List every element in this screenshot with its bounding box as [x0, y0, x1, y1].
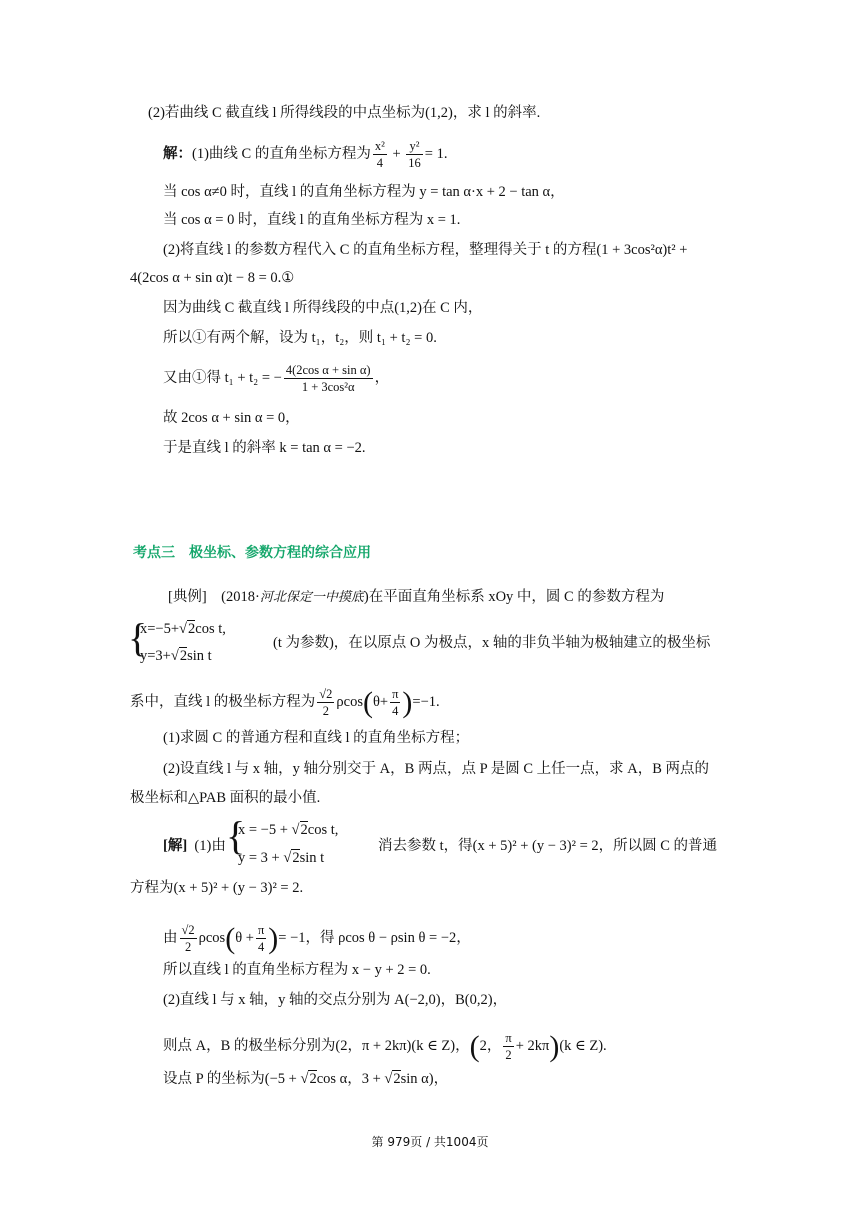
solution-line-10: 于是直线 l 的斜率 k = tan α = −2. — [163, 440, 366, 456]
example-question-2: (2)设直线 l 与 x 轴，y 轴分别交于 A，B 两点，点 P 是圆 C 上任一点，求 A，B 两点的 — [163, 761, 710, 777]
example-line-2: (t 为参数)，在以原点 O 为极点，x 轴的非负半轴为极轴建立的极坐标 — [273, 635, 711, 651]
solution-line-3: 当 cos α = 0 时，直线 l 的直角坐标方程为 x = 1. — [163, 212, 461, 228]
system2-eq-1: x = −5 + √2cos t, — [238, 822, 339, 838]
system-eq-2: y=3+√2sin t — [140, 648, 212, 664]
example-question-1: (1)求圆 C 的普通方程和直线 l 的直角坐标方程； — [163, 730, 470, 746]
solution-line-4: (2)将直线 l 的参数方程代入 C 的直角坐标方程，整理得关于 t 的方程(1 + 3cos²α)t² + — [163, 242, 688, 258]
example-solution-2: 方程为(x + 5)² + (y − 3)² = 2. — [130, 880, 304, 896]
example-solution-4: 所以直线 l 的直角坐标方程为 x − y + 2 = 0. — [163, 962, 431, 978]
example-solution-1-text: 消去参数 t，得(x + 5)² + (y − 3)² = 2，所以圆 C 的普通 — [378, 838, 718, 854]
example-solution-6: 则点 A，B 的极坐标分别为(2，π + 2kπ)(k ∈ Z)，(2， $\frac{\pi}{2}$ + 2kπ)(k ∈ Z). — [163, 1029, 607, 1063]
example-solution-5: (2)直线 l 与 x 轴，y 轴的交点分别为 A(−2,0)，B(0,2)， — [163, 992, 508, 1008]
solution-line-6: 因为曲线 C 截直线 l 所得线段的中点(1,2)在 C 内， — [163, 300, 483, 316]
example-solution-1: [解] (1)由 — [163, 838, 226, 854]
solution-line-2: 当 cos α≠0 时，直线 l 的直角坐标方程为 y = tan α·x + 2 − tan α， — [163, 184, 565, 200]
solution-line-8: 又由①得 t₁ + t₂ = − $\frac{\text{4(2cos α + sin α)}}{\text{1 + 3cos²α}}$ ， — [163, 363, 390, 394]
solution-line-1: 解：(1)曲线 C 的直角坐标方程为 $\frac{\text{x²}}{4}$ + $\frac{\text{y²}}{16}$ = 1. — [163, 139, 448, 170]
solution-line-7: 所以①有两个解，设为 t₁，t₂，则 t₁ + t₂ = 0. — [163, 330, 437, 346]
system-brace-2: { — [226, 813, 246, 858]
page-footer: 第 979页 / 共1004页 — [371, 1135, 489, 1149]
example-solution-7: 设点 P 的坐标为(−5 + √2cos α，3 + √2sin α)， — [163, 1071, 449, 1087]
example-line-3: 系中，直线 l 的极坐标方程为 $\frac{√2}{2}$ ρcos(θ+ $\frac{\pi}{4}$ )=−1. — [130, 685, 440, 719]
question-part-2: (2)若曲线 C 截直线 l 所得线段的中点坐标为(1,2)，求 l 的斜率. — [148, 105, 541, 121]
example-solution-3: 由 $\frac{√2}{2}$ ρcos(θ + $\frac{\pi}{4}$ )= −1，得 ρcos θ − ρsin θ = −2， — [163, 921, 471, 955]
solution-line-5: 4(2cos α + sin α)t − 8 = 0.① — [130, 270, 295, 286]
system-brace: { — [128, 615, 148, 660]
system-eq-1: x=−5+√2cos t, — [140, 621, 226, 637]
example-line-1: [典例] (2018·河北保定一中摸底)在平面直角坐标系 xOy 中，圆 C 的参数方程为 — [168, 589, 665, 605]
system2-eq-2: y = 3 + √2sin t — [238, 850, 325, 866]
example-question-2-cont: 极坐标和△PAB 面积的最小值. — [130, 790, 321, 806]
section-title: 考点三 极坐标、参数方程的综合应用 — [133, 545, 371, 561]
solution-line-9: 故 2cos α + sin α = 0， — [163, 410, 300, 426]
